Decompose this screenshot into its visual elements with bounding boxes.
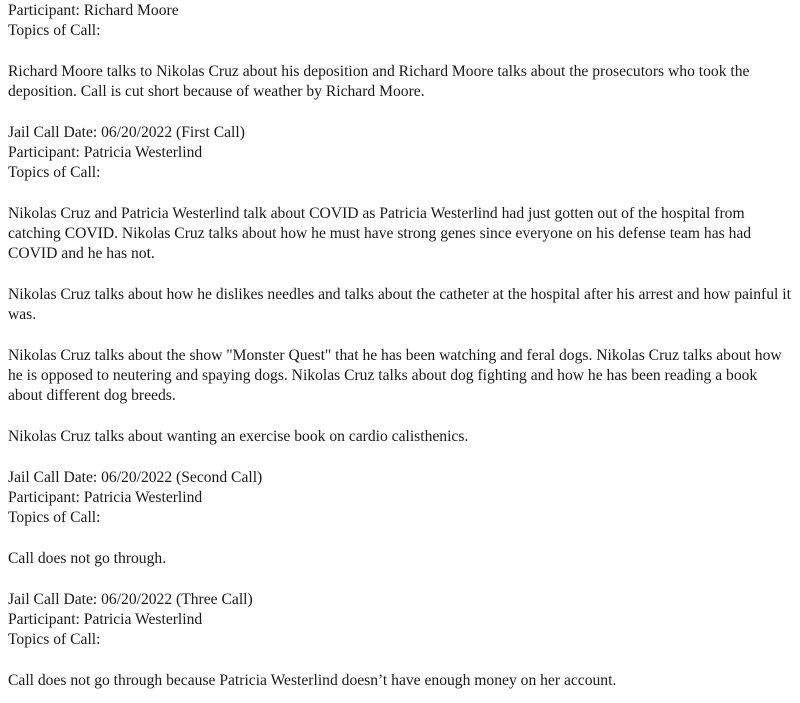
call-entry — [8, 468, 794, 569]
participant-line: Participant: Patricia Westerlind — [8, 489, 203, 506]
topics-label: Topics of Call: — [8, 509, 101, 526]
topic-paragraph: Nikolas Cruz talks about the show "Monster Quest" that he has been watching and feral dogs. Nikolas Cruz talks about how he is opposed to neutering and spaying dogs. Nikolas Cruz talks about dog fighting and how he has been reading a book about different dog breeds. — [8, 347, 782, 404]
document-page — [8, 1, 794, 691]
call-entry — [8, 1, 794, 102]
topic-paragraph: Richard Moore talks to Nikolas Cruz about his deposition and Richard Moore talks about the prosecutors who took the deposition. Call is cut short because of weather by Richard Moore. — [8, 63, 750, 100]
call-date-line: Jail Call Date: 06/20/2022 (First Call) — [8, 124, 245, 141]
call-date-line: Jail Call Date: 06/20/2022 (Second Call) — [8, 469, 263, 486]
topic-paragraph: Nikolas Cruz and Patricia Westerlind talk about COVID as Patricia Westerlind had just gotten out of the hospital from catching COVID. Nikolas Cruz talks about how he must have strong genes since everyone on his defense team has had COVID and he has not. — [8, 205, 752, 262]
participant-line: Participant: Patricia Westerlind — [8, 144, 203, 161]
topic-paragraph: Call does not go through because Patricia Westerlind doesn’t have enough money on her account. — [8, 672, 617, 689]
participant-line: Participant: Patricia Westerlind — [8, 611, 203, 628]
topic-paragraph: Call does not go through. — [8, 550, 167, 567]
topics-label: Topics of Call: — [8, 22, 101, 39]
topics-label: Topics of Call: — [8, 164, 101, 181]
topic-paragraph: Nikolas Cruz talks about wanting an exercise book on cardio calisthenics. — [8, 428, 469, 445]
topics-label: Topics of Call: — [8, 631, 101, 648]
call-entry — [8, 123, 794, 447]
topic-paragraph: Nikolas Cruz talks about how he dislikes needles and talks about the catheter at the hospital after his arrest and how painful it was. — [8, 286, 791, 323]
call-entry — [8, 590, 794, 691]
call-date-line: Jail Call Date: 06/20/2022 (Three Call) — [8, 591, 253, 608]
participant-line: Participant: Richard Moore — [8, 2, 179, 19]
